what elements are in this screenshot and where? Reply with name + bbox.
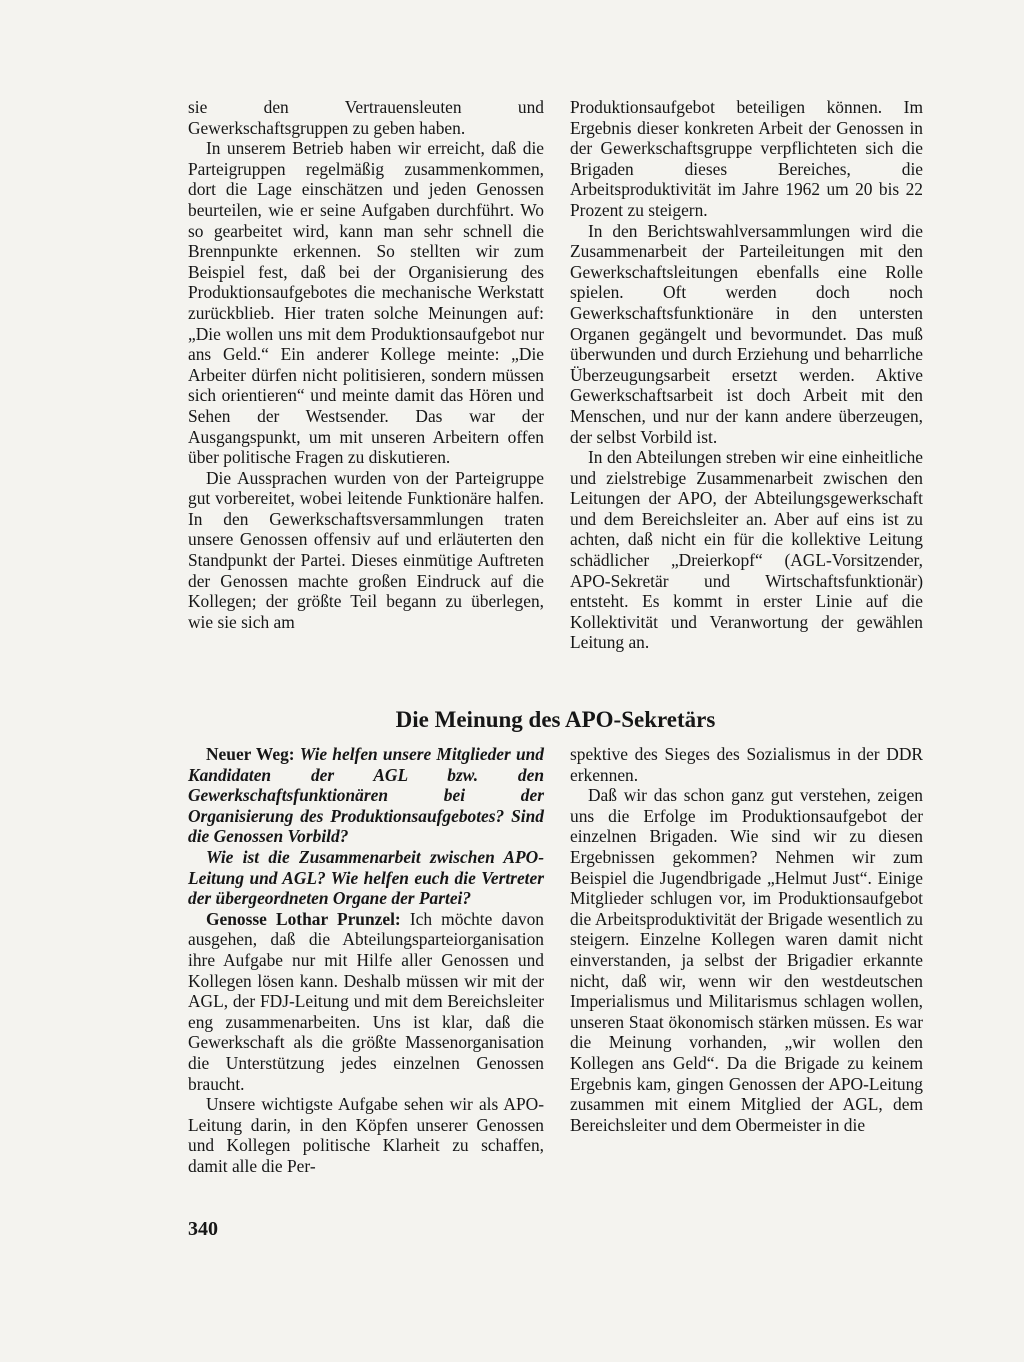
answer-text: Ich möchte davon ausgehen, daß die Abteilungsparteiorganisation ihre Aufgabe nur mit Hilfe aller Genossen und Kollegen lösen kann. Deshalb müssen wir mit der AGL, der FDJ-Leitung und mit dem Bereichsleiter eng zusammenarbeiten. Uns ist klar, daß die Gewerkschaft als die größte Massenorganisation die Unterstützung jedes einzelnen Genossen braucht. [188,908,544,1094]
paragraph: In den Abteilungen streben wir eine einheitliche und zielstrebige Zusammenarbeit zwischen den Leitungen der APO, der Abteilungsgewerkschaft und dem Bereichsleiter an. Aber auf eins ist zu achten, daß nicht ein für die kollektive Leitung schädlicher „Dreierkopf“ (AGL-Vorsitzender, APO-Sekretär und Wirtschaftsfunktionär) entsteht. Es kommt in erster Linie auf die Kollektivität und Veranwortung der gewählen Leitung an. [570,447,923,653]
paragraph: sie den Vertrauensleuten und Gewerkschaftsgruppen zu geben haben. [188,97,544,138]
column-bottom-left [188,744,544,1176]
answer-text: Daß wir das schon ganz gut verstehen, zeigen uns die Erfolge im Produktionsaufgebot der einzelnen Brigaden. Wie sind wir zu diesen Ergebnissen gekommen? Nehmen wir zum Beispiel die Jugendbrigade „Helmut Just“. Einige Mitglieder schlugen vor, im Produktionsaufgebot die Arbeitsproduktivität der Brigade wesentlich zu steigern. Einzelne Kollegen waren damit nicht einverstanden, ja selbst der Brigadier erkannte nicht, daß wir, wenn wir den westdeutschen Imperialismus und Militarismus schlagen wollen, unseren Staat ökonomisch stärken müssen. Es war die Meinung vorhanden, „wir wollen den Kollegen ans Geld“. Da die Brigade zu keinem Ergebnis kam, gingen Genossen der APO-Leitung zusammen mit einem Mitglied der AGL, dem Bereichsleiter und dem Obermeister in die [570,785,923,1135]
column-bottom-right [570,744,923,1135]
column-top-left [188,97,544,632]
answer-speaker: Genosse Lothar Prunzel: [206,908,401,929]
paragraph: Produktionsaufgebot beteiligen können. Im Ergebnis dieser konkreten Arbeit der Genossen in der Gewerkschaftsgruppe verpflichteten sich die Brigaden dieses Bereiches, die Arbeitsproduktivität im Jahre 1962 um 20 bis 22 Prozent zu steigern. [570,97,923,220]
interview-answer-1 [188,909,544,1094]
question-text: Wie ist die Zusammenarbeit zwischen APO-Leitung und AGL? Wie helfen euch die Vertreter der übergeordneten Organe der Partei? [188,846,544,909]
column-top-right [570,97,923,653]
interview-answer-2 [188,1094,544,1176]
interview-answer-3 [570,785,923,1135]
answer-text: Unsere wichtigste Aufgabe sehen wir als APO-Leitung darin, in den Köpfen unserer Genossen und Kollegen politische Klarheit zu schaffen, damit alle die Per- [188,1094,544,1176]
interview-question-1 [188,744,544,847]
section-heading: Die Meinung des APO-Sekretärs [395,707,716,732]
paragraph-continuation: spektive des Sieges des Sozialismus in der DDR erkennen. [570,744,923,785]
question-speaker: Neuer Weg: [206,744,295,764]
page-number: 340 [188,1218,218,1240]
paragraph: In unserem Betrieb haben wir erreicht, daß die Parteigruppen regelmäßig zusammenkommen, dort die Lage einschätzen und jeden Genossen beurteilen, wie er seine Aufgaben durchführt. Wo so gearbeitet wird, kann man sehr schnell die Brennpunkte erkennen. So stellten wir zum Beispiel fest, daß bei der Organisierung des Produktionsaufgebotes die mechanische Werkstatt zurückblieb. Hier traten solche Meinungen auf: „Die wollen uns mit dem Produktionsaufgebot nur ans Geld.“ Ein anderer Kollege meinte: „Die Arbeiter dürfen nicht politisieren, sondern müssen sich orientieren“ und meinte damit das Hören und Sehen der Westsender. Das war der Ausgangspunkt, um mit unseren Arbeitern offen über politische Fragen zu diskutieren. [188,138,544,468]
paragraph: Die Aussprachen wurden von der Parteigruppe gut vorbereitet, wobei leitende Funktionäre halfen. In den Gewerkschaftsversammlungen traten unsere Genossen offensiv auf und erläuterten den Standpunkt der Partei. Dieses einmütige Auftreten der Genossen machte großen Eindruck auf die Kollegen; der größte Teil begann zu überlegen, wie sie sich am [188,467,544,632]
interview-question-2 [188,847,544,909]
paragraph: In den Berichtswahlversammlungen wird die Zusammenarbeit der Parteileitungen mit den Gewerkschaftsleitungen ebenfalls eine Rolle spielen. Oft werden doch noch Gewerkschaftsfunktionäre in den untersten Organen gegängelt und bevormundet. Das muß überwunden und durch Erziehung und beharrliche Überzeugungsarbeit ersetzt werden. Aktive Gewerkschaftsarbeit ist doch Arbeit mit den Menschen, und nur der kann andere überzeugen, der selbst Vorbild ist. [570,220,923,447]
question-text: Wie helfen unsere Mitglieder und Kandidaten der AGL bzw. den Gewerkschaftsfunktionären bei der Organisierung des Produktionsaufgebotes? Sind die Genossen Vorbild? [188,744,544,847]
